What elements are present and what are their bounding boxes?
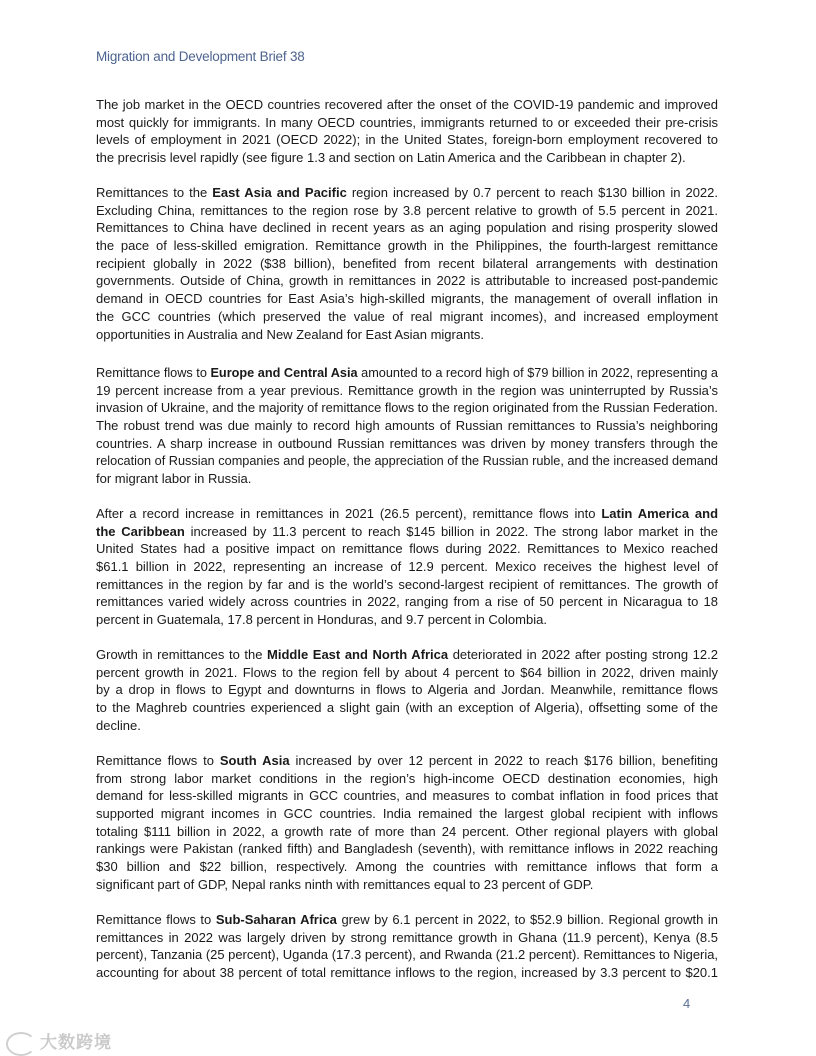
text-line [96,399,718,417]
text-segment: rankings were Pakistan (ranked fifth) and Bangladesh (seventh), with remittance inflows in 2022 reaching [96,841,718,857]
text-segment: $30 billion and $22 billion, respectively. Among the countries with remittance inflows that form a [96,859,718,875]
running-header: Migration and Development Brief 38 [96,49,305,64]
text-line [96,646,718,664]
text-line [96,593,718,611]
text-line [96,770,718,788]
text-segment: from strong labor market conditions in the region’s high-income OECD destination economies, high [96,770,718,786]
text-line [96,664,718,682]
text-line [96,452,718,470]
text-segment: by a drop in flows to Egypt and downturns in flows to Algeria and Jordan. Meanwhile, remittance flows [96,682,718,698]
text-segment: percent), Tanzania (25 percent), Uganda (17.3 percent), and Rwanda (21.2 percent). Remittances to Nigeria, [96,947,718,963]
text-segment: remittances in the region by far and is the world’s second-largest recipient of remittances. The growth of [96,576,718,592]
text-line [96,435,718,453]
paragraph-europe-central-asia [96,364,718,488]
text-segment: the precrisis level rapidly (see figure 1.3 and section on Latin America and the Caribbean in chapter 2). [96,150,686,166]
watermark-text: 大数跨境 [40,1033,112,1052]
text-segment: supported migrant incomes in GCC countries. India remained the largest global recipient with inflows [96,806,718,822]
text-line [96,576,718,594]
text-segment: percent growth in 2021. Flows to the region fell by about 4 percent to $64 billion in 2022, driven mainly [96,664,718,680]
text-line [96,96,718,114]
text-line [96,184,718,202]
text-line [96,929,718,947]
text-segment: recipient globally in 2022 ($38 billion), benefited from recent bilateral arrangements with destination [96,255,718,271]
text-segment: governments. Outside of China, growth in remittances in 2022 is attributable to increased post-pandemic [96,273,718,289]
text-line [96,752,718,770]
text-line [96,858,718,876]
region-name: South Asia [219,753,290,768]
paragraph-middle-east-north-africa [96,646,718,734]
text-line [96,840,718,858]
text-segment: totaling $111 billion in 2022, a growth rate of more than 24 percent. Other regional players with global [96,823,718,839]
text-segment: levels of employment in 2021 (OECD 2022); in the United States, foreign-born employment recovered to [96,132,718,148]
watermark-logo-icon [6,1032,36,1056]
text-line [96,505,718,523]
paragraph-east-asia-pacific [96,184,718,343]
text-segment: increased by 11.3 percent to reach $145 billion in 2022. The strong labor market in the [184,523,718,539]
text-line [96,417,718,435]
region-name: Europe and Central Asia [210,365,358,380]
text-segment: decline. [96,717,141,733]
text-line [96,131,718,149]
text-segment: for migrant labor in Russia. [96,471,252,487]
watermark [6,1028,112,1056]
text-segment: Remittance flows to [96,753,220,768]
paragraph-south-asia [96,752,718,894]
text-segment: Remittance flows to [96,912,216,927]
text-segment: grew by 6.1 percent in 2022, to $52.9 billion. Regional growth in [336,912,719,927]
text-line [96,202,718,220]
text-segment: United States had a positive impact on remittance flows during 2022. Remittances to Mexico reached [96,541,718,557]
text-segment: significant part of GDP, Nepal ranks ninth with remittances equal to 23 percent of GDP. [96,876,594,892]
text-segment: remittances varied widely across countries in 2022, ranging from a rise of 50 percent in Nicaragua to 18 [96,594,718,610]
text-segment: invasion of Ukraine, and the majority of remittance flows to the region originated from the Russian Federation. [96,400,718,416]
text-line [96,805,718,823]
text-segment: Remittance flows to [96,365,211,380]
text-line [96,237,718,255]
text-segment: 19 percent increase from a year previous. Remittance growth in the region was uninterrupted by Russia’s [96,382,718,398]
text-line [96,290,718,308]
text-segment: Growth in remittances to the [96,647,268,662]
text-line [96,611,718,629]
text-line [96,699,718,717]
text-segment: deteriorated in 2022 after posting strong 12.2 [448,647,718,662]
text-line [96,326,718,344]
text-segment: the GCC countries (which preserved the value of real migrant incomes), and increased employment [96,308,718,324]
text-line [96,255,718,273]
text-segment: remittances in 2022 was largely driven by strong remittance growth in Ghana (11.9 percent), Kenya (8.5 [96,929,718,945]
text-line [96,558,718,576]
text-line [96,523,718,541]
paragraph-oecd-job-market [96,96,718,167]
text-line [96,964,718,982]
text-line [96,114,718,132]
text-line [96,946,718,964]
text-line [96,382,718,400]
text-segment: increased by over 12 percent in 2022 to reach $176 billion, benefiting [289,753,718,768]
text-segment: Remittances to China have declined in recent years as an aging population and rising prosperity slowed [96,220,718,236]
page-number: 4 [683,996,691,1011]
text-segment: The job market in the OECD countries recovered after the onset of the COVID-19 pandemic and improved [96,97,718,112]
text-line [96,717,718,735]
region-name: Middle East and North Africa [267,647,449,662]
text-segment: accounting for about 38 percent of total remittance inflows to the region, increased by 3.3 percent to $20.1 [96,965,718,981]
text-line [96,149,718,167]
text-segment: Excluding China, remittances to the region rose by 3.8 percent relative to growth of 5.5 percent in 2021. [96,202,718,218]
text-segment: The robust trend was due mainly to record high amounts of Russian remittances to Russia’s neighboring [96,418,718,434]
text-segment: After a record increase in remittances in 2021 (26.5 percent), remittance flows into [96,506,602,521]
text-segment: relocation of Russian companies and people, the appreciation of the Russian ruble, and the increased demand [96,453,718,469]
text-segment: to the Maghreb countries experienced a slight gain (with an exception of Algeria), offsetting some of the [96,700,718,716]
text-line [96,364,718,382]
paragraph-latin-america-caribbean [96,505,718,629]
text-line [96,540,718,558]
region-name: Latin America and [601,506,719,521]
text-segment: $61.1 billion in 2022, representing an increase of 12.9 percent. Mexico receives the highest level of [96,559,718,575]
text-segment: amounted to a record high of $79 billion in 2022, representing a [357,365,718,380]
text-segment: percent in Guatemala, 17.8 percent in Honduras, and 9.7 percent in Colombia. [96,612,547,628]
text-line [96,787,718,805]
text-segment: the pace of less-skilled emigration. Remittance growth in the Philippines, the fourth-largest remittance [96,238,718,254]
text-line [96,823,718,841]
text-segment: Remittances to the [96,185,213,200]
text-line [96,219,718,237]
text-line [96,272,718,290]
text-line [96,308,718,326]
text-line [96,681,718,699]
text-line [96,876,718,894]
text-segment: demand for less-skilled migrants in GCC countries, and measures to combat inflation in food prices that [96,788,718,804]
text-segment: countries. A sharp increase in outbound Russian remittances was driven by money transfers through the [96,435,718,451]
region-name: the Caribbean [96,523,185,539]
text-segment: opportunities in Australia and New Zealand for East Asian migrants. [96,326,485,342]
paragraph-sub-saharan-africa [96,911,718,982]
region-name: East Asia and Pacific [212,185,347,200]
text-line [96,470,718,488]
text-line [96,911,718,929]
region-name: Sub-Saharan Africa [215,912,337,927]
text-segment: most quickly for immigrants. In many OECD countries, immigrants returned to or exceeded their pre-crisis [96,114,718,130]
text-segment: demand in OECD countries for East Asia’s high-skilled migrants, the management of overall inflation in [96,291,718,307]
text-segment: region increased by 0.7 percent to reach $130 billion in 2022. [346,185,718,200]
